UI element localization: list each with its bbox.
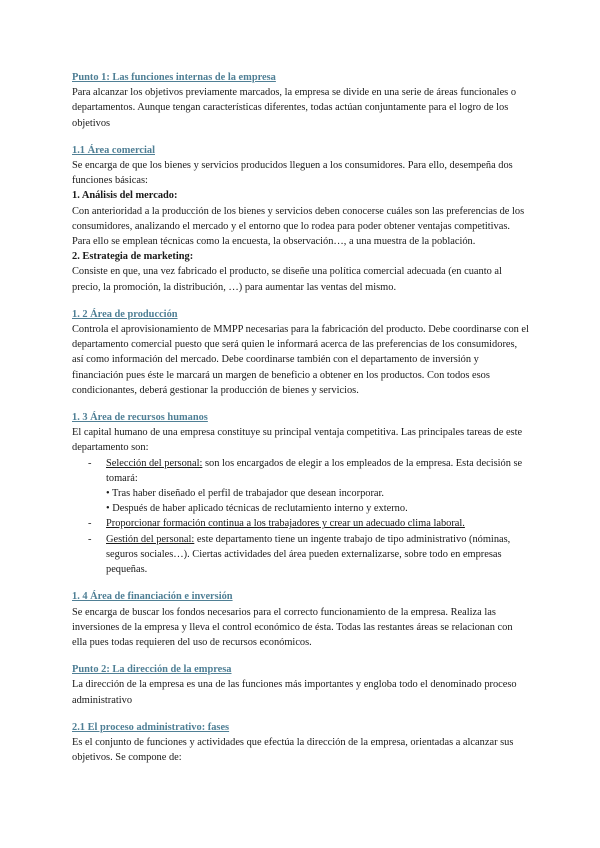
section-heading-punto-1: Punto 1: Las funciones internas de la empresa <box>72 72 276 83</box>
formacion-label: Proporcionar formación continua a los trabajadores y crear un adecuado clima laboral. <box>106 518 465 530</box>
recursos-humanos-intro: El capital humano de una empresa constituye su principal ventaja competitiva. Las principales tareas de este departamento son: <box>72 427 523 454</box>
list-item-seleccion <box>106 456 530 517</box>
financiacion-text: Se encarga de buscar los fondos necesarios para el correcto funcionamiento de la empresa. Realiza las inversiones de la empresa y lleva el control económico de ésta. Todas las restantes áreas se relacionan con ella pues todas requieren del uso de recursos económicos. <box>72 606 513 648</box>
section-heading-proceso-administrativo: 2.1 El proceso administrativo: fases <box>72 721 230 733</box>
estrategia-marketing-text: Consiste en que, una vez fabricado el producto, se diseñe una política comercial adecuada (en cuanto al precio, la promoción, la distribución, …) para aumentar las ventas del mismo. <box>72 266 502 293</box>
list-item-formacion <box>106 516 530 531</box>
seleccion-sub-1: • Tras haber diseñado el perfil de trabajador que desean incorporar. <box>106 488 385 500</box>
section-heading-financiacion: 1. 4 Área de financiación e inversión <box>72 591 233 603</box>
recursos-humanos-list <box>72 456 530 578</box>
gestion-text: este departamento tiene un ingente trabajo de tipo administrativo (nóminas, seguros sociales…). Ciertas actividades del área pueden externalizarse, sobre todo en empresas pequeñas. <box>106 533 511 576</box>
section-heading-recursos-humanos: 1. 3 Área de recursos humanos <box>72 412 208 424</box>
section-heading-punto-2: Punto 2: La dirección de la empresa <box>72 664 232 676</box>
area-comercial-intro: Se encarga de que los bienes y servicios producidos lleguen a los consumidores. Para ello, desempeña dos funciones básicas: <box>72 160 513 187</box>
punto-2-text: La dirección de la empresa es una de las funciones más importantes y engloba todo el denominado proceso administrativo <box>72 679 517 706</box>
section-heading-area-produccion: 1. 2 Área de producción <box>72 308 178 320</box>
area-produccion-text: Controla el aprovisionamiento de MMPP necesarias para la fabricación del producto. Debe coordinarse con el departamento comercial puesto que será quien le informará acerca de las preferencias de los consumidores, así como información del mercado. Debe coordinarse también con el departamento de inversión y financiación pues éste le marcará un margen de beneficio a obtener en los productos. Con todos esos condicionantes, deberá gestionar la producción de bienes y servicios. <box>72 324 529 396</box>
seleccion-sub-2: • Después de haber aplicado técnicas de reclutamiento interno y externo. <box>106 503 408 515</box>
analisis-mercado-title: 1. Análisis del mercado: <box>72 190 178 202</box>
estrategia-marketing-title: 2. Estrategia de marketing: <box>72 251 194 263</box>
proceso-administrativo-text: Es el conjunto de funciones y actividades que efectúa la dirección de la empresa, orientadas a alcanzar sus objetivos. Se compone de: <box>72 736 514 764</box>
section-heading-area-comercial: 1.1 Área comercial <box>72 144 155 156</box>
list-item-gestion <box>106 532 530 578</box>
seleccion-text: son los encargados de elegir a los empleados de la empresa. Esta decisión se tomará: <box>106 457 523 484</box>
gestion-label: Gestión del personal: <box>106 533 195 545</box>
punto-1-intro: Para alcanzar los objetivos previamente marcados, la empresa se divide en una serie de áreas funcionales o departamentos. Aunque tengan características diferentes, todas actúan conjuntamente para el logro de los objetivos <box>72 87 517 129</box>
seleccion-label: Selección del personal: <box>106 457 203 469</box>
analisis-mercado-text: Con anterioridad a la producción de los bienes y servicios deben conocerse cuáles son las preferencias de los consumidores, analizando el mercado y el entorno que lo rodea para poder obtener ventajas competitivas. Para ello se emplean técnicas como la encuesta, la observación…, a una muestra de la población. <box>72 205 525 248</box>
